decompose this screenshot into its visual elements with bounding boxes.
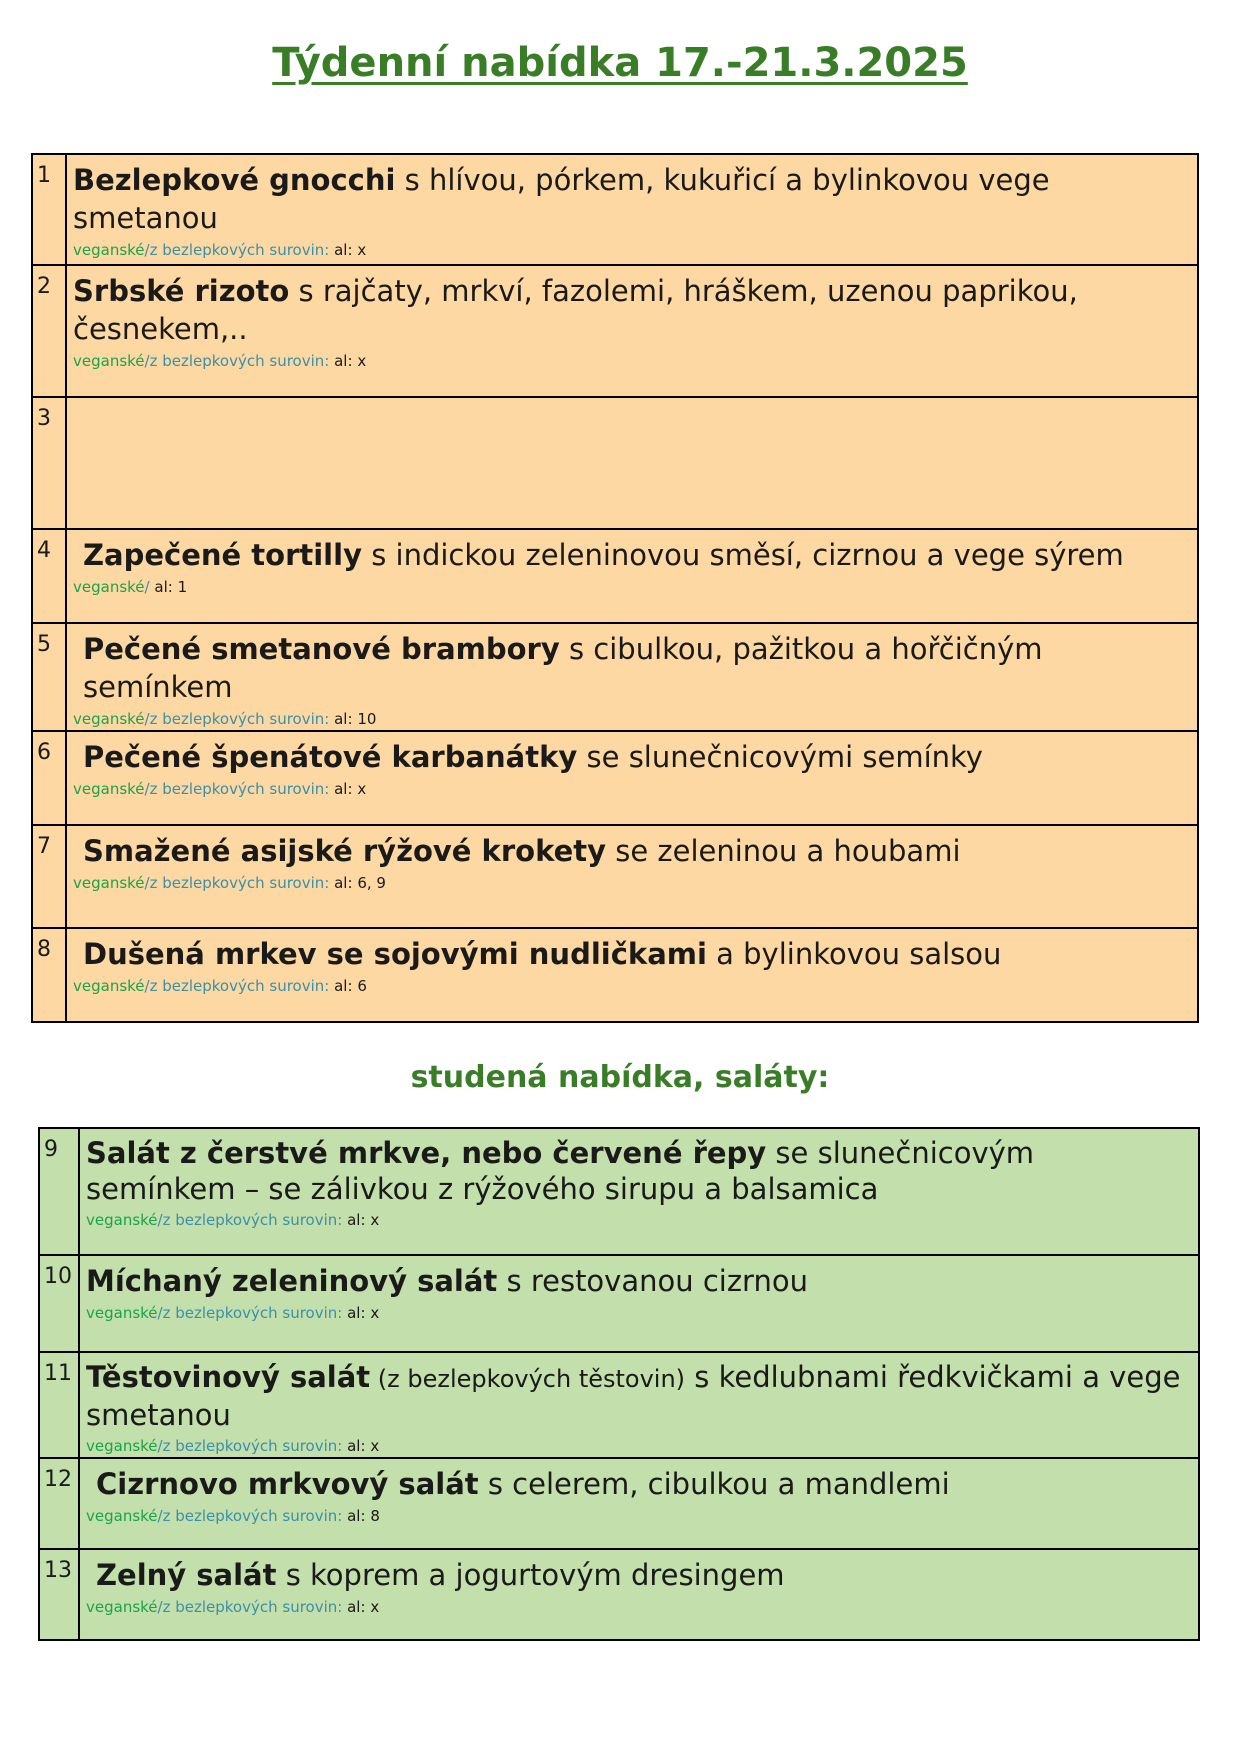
dish-tags: veganské/z bezlepkových surovin: al: x — [73, 352, 367, 370]
menu-item — [66, 731, 1198, 825]
dish-tags: veganské/z bezlepkových surovin: al: x — [73, 241, 367, 259]
menu-item — [66, 623, 1198, 731]
dish-description: s kedlubnami ředkvičkami a vege smetanou — [86, 1360, 1181, 1432]
dish-name: Těstovinový salát — [86, 1360, 371, 1394]
dish-tags: veganské/z bezlepkových surovin: al: x — [86, 1437, 380, 1455]
table-row — [39, 1128, 1199, 1255]
dish-tags: veganské/z bezlepkových surovin: al: x — [86, 1304, 380, 1322]
section-title: studená nabídka, saláty: — [410, 1060, 830, 1095]
item-number: 1 — [32, 154, 66, 265]
dish-tags: veganské/z bezlepkových surovin: al: 6 — [73, 977, 367, 995]
item-number: 12 — [39, 1458, 79, 1549]
menu-item — [66, 928, 1198, 1022]
table-row — [39, 1458, 1199, 1549]
dish-name: Zapečené tortilly — [83, 538, 362, 572]
dish-tags: veganské/z bezlepkových surovin: al: x — [73, 780, 367, 798]
allergens: 6 — [357, 977, 367, 995]
table-row — [32, 731, 1198, 825]
dish-description: a bylinkovou salsou — [706, 937, 1002, 971]
menu-item — [79, 1128, 1199, 1255]
item-number: 10 — [39, 1255, 79, 1352]
menu-item — [79, 1458, 1199, 1549]
cold-menu-table — [38, 1127, 1200, 1641]
item-number: 5 — [32, 623, 66, 731]
dish-note: (z bezlepkových těstovin) — [370, 1365, 686, 1393]
dish-tags: veganské/z bezlepkových surovin: al: x — [86, 1598, 380, 1616]
menu-item — [79, 1352, 1199, 1458]
dish-name: Míchaný zeleninový salát — [86, 1264, 498, 1298]
table-row — [32, 529, 1198, 623]
menu-item — [79, 1255, 1199, 1352]
allergens: x — [370, 1304, 380, 1322]
allergens: x — [357, 780, 367, 798]
dish-name: Dušená mrkev se sojovými nudličkami — [83, 937, 707, 971]
warm-menu-table — [31, 153, 1199, 1023]
table-row — [32, 154, 1198, 265]
allergens: 1 — [177, 578, 188, 596]
table-row — [32, 825, 1198, 928]
item-number: 6 — [32, 731, 66, 825]
table-row — [32, 928, 1198, 1022]
dish-name: Srbské rizoto — [73, 274, 290, 308]
item-number: 8 — [32, 928, 66, 1022]
item-number: 7 — [32, 825, 66, 928]
allergens: x — [370, 1598, 380, 1616]
dish-name: Cizrnovo mrkvový salát — [96, 1467, 479, 1501]
menu-item — [66, 825, 1198, 928]
dish-description: s celerem, cibulkou a mandlemi — [478, 1467, 950, 1501]
menu-item — [66, 529, 1198, 623]
menu-item — [79, 1549, 1199, 1640]
dish-name: Smažené asijské rýžové krokety — [83, 834, 607, 868]
allergens: x — [357, 241, 367, 259]
item-number: 11 — [39, 1352, 79, 1458]
item-number: 3 — [32, 397, 66, 529]
dish-description: s rajčaty, mrkví, fazolemi, hráškem, uzenou paprikou, česnekem,.. — [73, 274, 1078, 346]
menu-item-empty — [66, 397, 1198, 529]
dish-description: se slunečnicovým semínkem – se zálivkou z rýžového sirupu a balsamica — [86, 1136, 1035, 1206]
menu-item — [66, 154, 1198, 265]
dish-description: se slunečnicovými semínky — [577, 740, 983, 774]
item-number: 4 — [32, 529, 66, 623]
dish-tags: veganské/z bezlepkových surovin: al: 6, 9 — [73, 874, 386, 892]
page-title: Týdenní nabídka 17.-21.3.2025 — [272, 40, 968, 86]
item-number: 13 — [39, 1549, 79, 1640]
dish-tags: veganské/ al: 1 — [73, 578, 188, 596]
dish-name: Zelný salát — [96, 1558, 277, 1592]
dish-description: s cibulkou, pažitkou a hořčičným semínkem — [83, 632, 1043, 704]
dish-tags: veganské/z bezlepkových surovin: al: 10 — [73, 710, 377, 728]
menu-item — [66, 265, 1198, 397]
allergens: x — [370, 1437, 380, 1455]
dish-description: s indickou zeleninovou směsí, cizrnou a vege sýrem — [361, 538, 1124, 572]
dish-description: s hlívou, pórkem, kukuřicí a bylinkovou vege smetanou — [73, 163, 1050, 235]
item-number: 2 — [32, 265, 66, 397]
allergens: x — [357, 352, 367, 370]
dish-name: Pečené smetanové brambory — [83, 632, 560, 666]
item-number: 9 — [39, 1128, 79, 1255]
dish-description: se zeleninou a houbami — [606, 834, 961, 868]
dish-name: Salát z čerstvé mrkve, nebo červené řepy — [86, 1136, 767, 1170]
table-row — [39, 1549, 1199, 1640]
table-row — [39, 1255, 1199, 1352]
table-row — [32, 397, 1198, 529]
dish-name: Bezlepkové gnocchi — [73, 163, 396, 197]
dish-description: s restovanou cizrnou — [497, 1264, 808, 1298]
allergens: x — [370, 1211, 380, 1229]
allergens: 10 — [357, 710, 377, 728]
table-row — [32, 623, 1198, 731]
dish-tags: veganské/z bezlepkových surovin: al: x — [86, 1211, 380, 1229]
dish-description: s koprem a jogurtovým dresingem — [276, 1558, 785, 1592]
dish-tags: veganské/z bezlepkových surovin: al: 8 — [86, 1507, 380, 1525]
allergens: 8 — [370, 1507, 380, 1525]
table-row — [32, 265, 1198, 397]
allergens: 6, 9 — [357, 874, 386, 892]
dish-name: Pečené špenátové karbanátky — [83, 740, 578, 774]
table-row — [39, 1352, 1199, 1458]
